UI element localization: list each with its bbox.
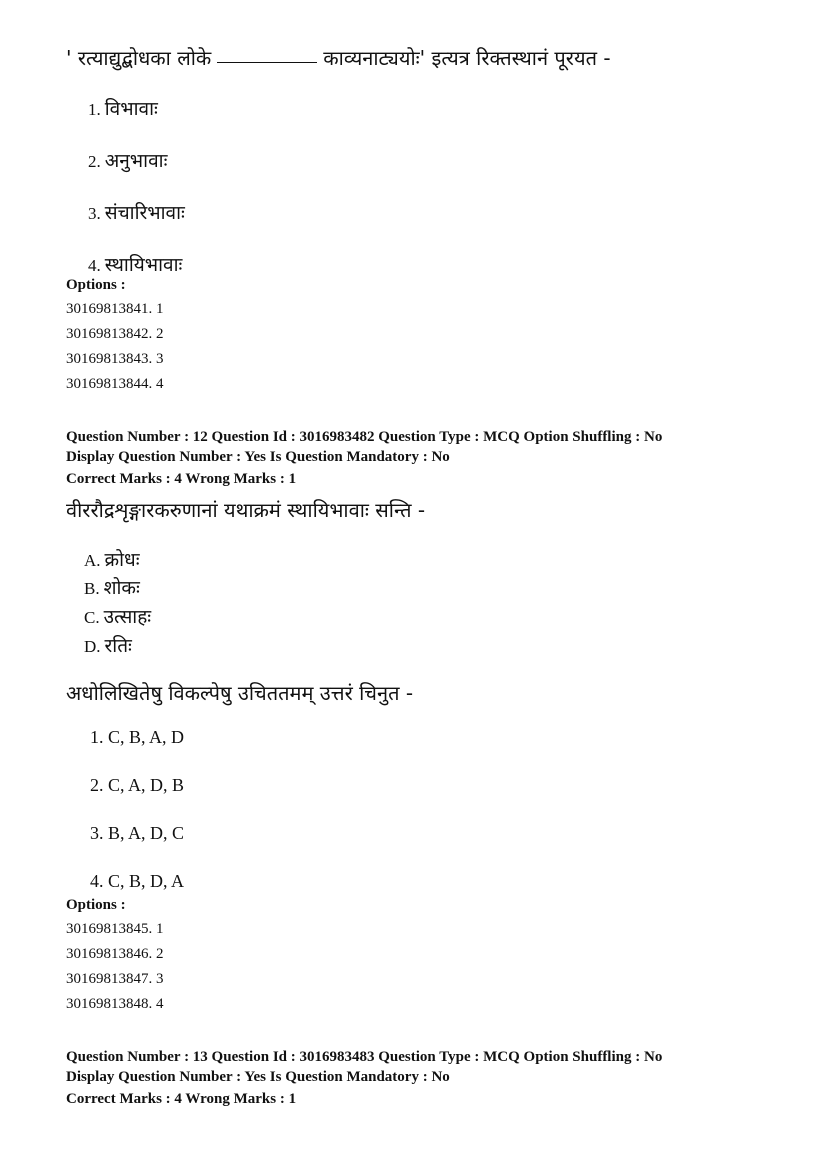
q12-item-d: D. रतिः [84, 635, 132, 657]
q12-option-id-3: 30169813847. 3 [66, 971, 164, 987]
q13-meta-line-3: Correct Marks : 4 Wrong Marks : 1 [66, 1091, 297, 1107]
q12-option-id-4: 30169813848. 4 [66, 996, 164, 1012]
q12-choice-3: 3. B, A, D, C [90, 823, 185, 843]
q11-option-id-1: 30169813841. 1 [66, 301, 164, 317]
fill-in-blank [217, 62, 317, 63]
q12-item-c: C. उत्साहः [84, 606, 152, 628]
q12-instruction: अधोलिखितेषु विकल्पेषु उचिततमम् उत्तरं चिनुत - [66, 681, 414, 705]
q12-question-text: वीररौद्रशृङ्गारकरुणानां यथाक्रमं स्थायिभावाः सन्ति - [66, 498, 426, 522]
q11-question-text: ' रत्याद्युद्बोधका लोके काव्यनाट्ययोः' इत्यत्र रिक्तस्थानं पूरयत - [66, 46, 611, 70]
q12-meta-line-2: Display Question Number : Yes Is Question Mandatory : No [66, 449, 450, 465]
q11-options-label: Options : [66, 277, 126, 293]
q11-choice-3: 3. संचारिभावाः [88, 202, 185, 224]
q12-choice-1: 1. C, B, A, D [90, 727, 185, 747]
q11-option-id-3: 30169813843. 3 [66, 351, 164, 367]
q13-meta-line-2: Display Question Number : Yes Is Question Mandatory : No [66, 1069, 450, 1085]
q12-option-id-1: 30169813845. 1 [66, 921, 164, 937]
q11-option-id-2: 30169813842. 2 [66, 326, 164, 342]
q12-options-label: Options : [66, 897, 126, 913]
q12-meta-line-3: Correct Marks : 4 Wrong Marks : 1 [66, 471, 297, 487]
q13-meta-line-1: Question Number : 13 Question Id : 3016983483 Question Type : MCQ Option Shuffling : No [66, 1049, 663, 1065]
q12-meta-line-1: Question Number : 12 Question Id : 3016983482 Question Type : MCQ Option Shuffling : No [66, 429, 663, 445]
q12-choice-4: 4. C, B, D, A [90, 871, 185, 891]
q11-choice-2: 2. अनुभावाः [88, 150, 168, 172]
q12-item-b: B. शोकः [84, 577, 140, 599]
q12-choice-2: 2. C, A, D, B [90, 775, 185, 795]
q12-option-id-2: 30169813846. 2 [66, 946, 164, 962]
q11-choice-1: 1. विभावाः [88, 98, 158, 120]
q12-item-a: A. क्रोधः [84, 549, 140, 571]
q11-option-id-4: 30169813844. 4 [66, 376, 164, 392]
q11-choice-4: 4. स्थायिभावाः [88, 254, 183, 276]
